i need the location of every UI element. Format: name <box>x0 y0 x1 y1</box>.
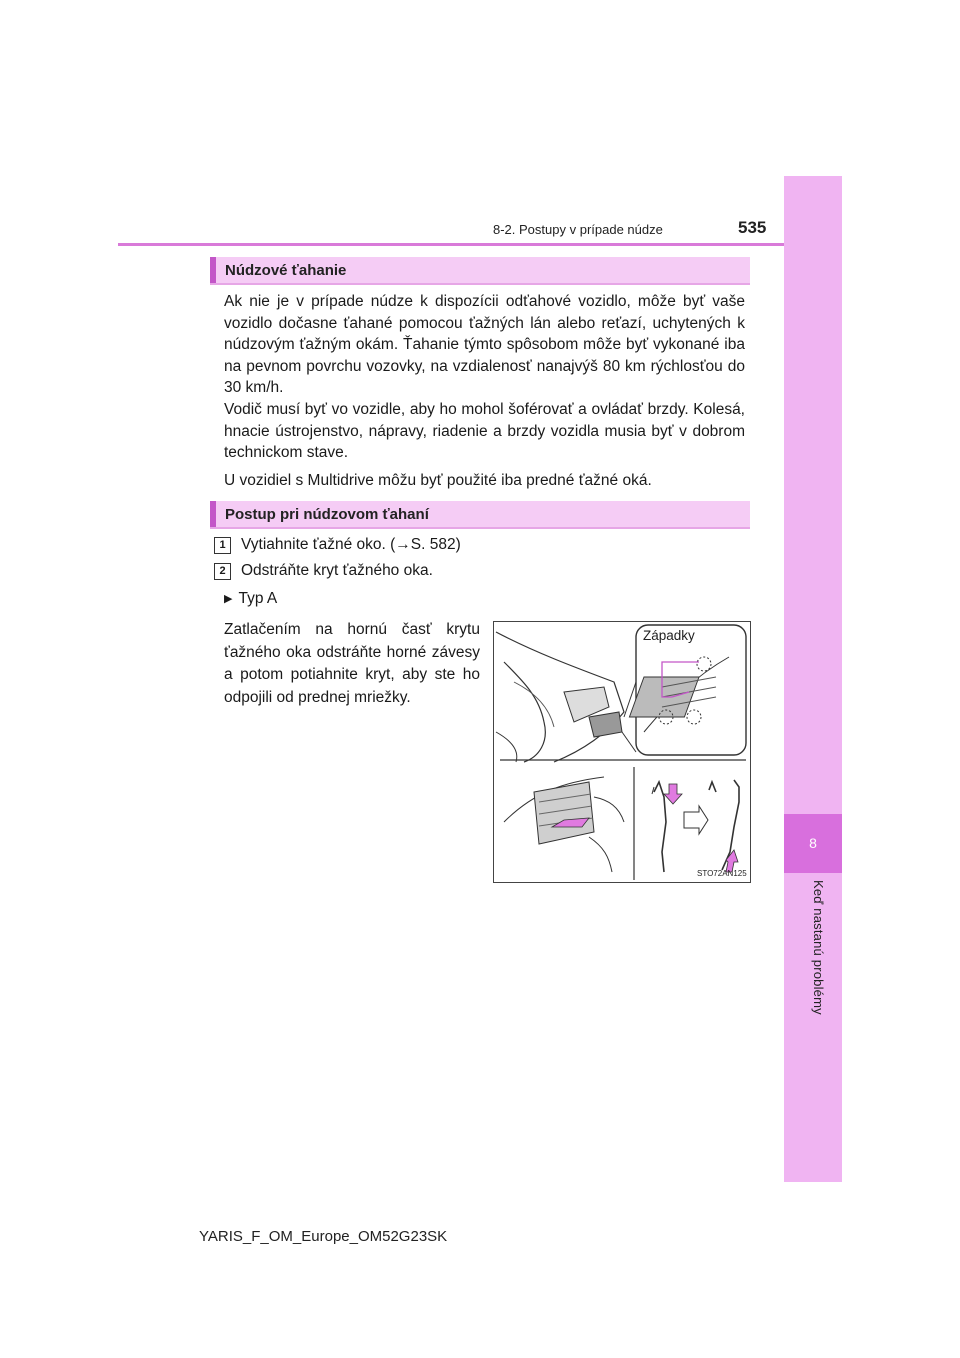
section-heading-text: Núdzové ťahanie <box>225 262 347 279</box>
step-text: Odstráňte kryt ťažného oka. <box>241 562 433 579</box>
figure-code: STO72AN125 <box>697 869 747 878</box>
section1-body <box>224 291 745 491</box>
header-section-title: 8-2. Postupy v prípade núdze <box>493 222 663 237</box>
type-label-text: Typ A <box>238 590 278 607</box>
triangle-bullet-icon: ▶ <box>224 593 233 605</box>
section-heading-towing-procedure <box>210 501 750 529</box>
illustration-drawing <box>494 622 752 884</box>
section-heading-text: Postup pri núdzovom ťahaní <box>225 506 429 523</box>
step-number-box: 2 <box>214 563 231 580</box>
tow-eye-cover-illustration <box>493 621 751 883</box>
step-number-box: 1 <box>214 537 231 554</box>
paragraph-driver-requirements: Vodič musí byť vo vozidle, aby ho mohol šoférovať a ovládať brzdy. Kolesá, hnacie ústrojenstvo, nápravy, riadenie a brzdy vozidla musia byť v dobrom technickom stave. <box>224 400 745 462</box>
step-2 <box>214 562 433 580</box>
chapter-title: Keď nastanú problémy <box>811 880 826 1015</box>
step-text: Vytiahnite ťažné oko. (→S. 582) <box>241 536 461 553</box>
chapter-number: 8 <box>809 835 817 851</box>
callout-label-latches: Západky <box>643 628 695 643</box>
chapter-side-tab <box>784 176 842 1182</box>
header-rule <box>118 243 784 246</box>
paragraph-towing-conditions: Ak nie je v prípade núdze k dispozícii odťahové vozidlo, môže byť vaše vozidlo dočasne ťahané pomocou ťažných lán alebo reťazí, uchytených k núdzovým ťažným okám. Ťahanie týmto spôsobom môže byť vykonané iba na pevnom povrchu vozovky, na vzdialenosť nanajvýš 80 km rýchlosťou do 30 km/h. <box>224 293 745 397</box>
page-number: 535 <box>738 218 767 237</box>
footer-document-code: YARIS_F_OM_Europe_OM52G23SK <box>199 1228 448 1245</box>
type-a-label <box>224 590 277 608</box>
step-1 <box>214 536 461 554</box>
cover-removal-instruction: Zatlačením na hornú časť krytu ťažného oka odstráňte horné závesy a potom potiahnite kryt, aby ste ho odpojili od prednej mriežky. <box>224 621 480 706</box>
paragraph-multidrive-note: U vozidiel s Multidrive môžu byť použité iba predné ťažné oká. <box>224 471 652 489</box>
section-heading-emergency-towing <box>210 257 750 285</box>
chapter-number-badge <box>784 814 842 873</box>
